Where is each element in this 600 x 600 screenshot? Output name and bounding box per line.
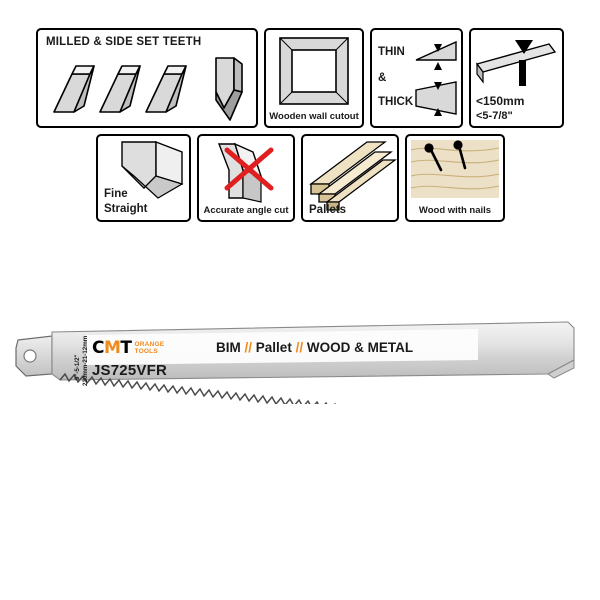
straight-label: Straight — [104, 203, 148, 215]
feature-icon-area — [36, 28, 564, 222]
icon-panel-accurate-angle-cut — [197, 134, 295, 222]
thick-label: THICK — [378, 96, 414, 108]
cmt-wordmark: CMT — [92, 338, 132, 358]
cmt-tagline-line2: TOOLS — [134, 348, 158, 355]
icon-panel-pallets — [301, 134, 399, 222]
wood-with-nails-caption: Wood with nails — [418, 205, 492, 216]
icon-panel-max-thickness — [469, 28, 564, 128]
max-thickness-imperial: <5-7/8" — [476, 110, 513, 122]
wall-cutout-caption: Wooden wall cutout — [269, 111, 359, 122]
pallets-caption: Pallets — [309, 204, 347, 216]
icon-panel-fine-straight — [96, 134, 191, 222]
blade-shape — [8, 318, 592, 404]
blade-size-metric: 230mm-21-12mm — [82, 335, 89, 386]
max-thickness-metric: <150mm — [476, 94, 525, 108]
blade-size-markings — [72, 334, 88, 386]
thin-label: THIN — [378, 46, 405, 58]
blade-size-imperial: 9"-5-1/2" — [74, 354, 81, 380]
icon-panel-wood-with-nails — [405, 134, 505, 222]
spec-pallet: Pallet — [255, 340, 292, 355]
icon-row-bottom — [96, 134, 564, 222]
ampersand-label: & — [378, 72, 387, 84]
blade-print-band — [86, 329, 478, 365]
cmt-orange-letter: M — [103, 338, 121, 358]
milled-teeth-caption: MILLED & SIDE SET TEETH — [46, 36, 202, 48]
fine-label: Fine — [104, 188, 128, 200]
spec-separator-2: // — [295, 340, 304, 355]
icon-panel-thin-and-thick — [370, 28, 463, 128]
reciprocating-saw-blade — [8, 318, 592, 404]
icon-panel-wooden-wall-cutout — [264, 28, 364, 128]
spec-separator-1: // — [244, 340, 253, 355]
icon-row-top — [36, 28, 564, 128]
spec-wood-metal: WOOD & METAL — [306, 340, 414, 355]
blade-mounting-hole — [24, 350, 36, 362]
icon-panel-milled-side-set-teeth — [36, 28, 258, 128]
blade-product-code: JS725VFR — [92, 362, 167, 379]
cmt-tagline-line1: ORANGE — [134, 341, 165, 348]
angle-cut-caption: Accurate angle cut — [203, 205, 289, 216]
spec-bim: BIM — [216, 340, 241, 355]
